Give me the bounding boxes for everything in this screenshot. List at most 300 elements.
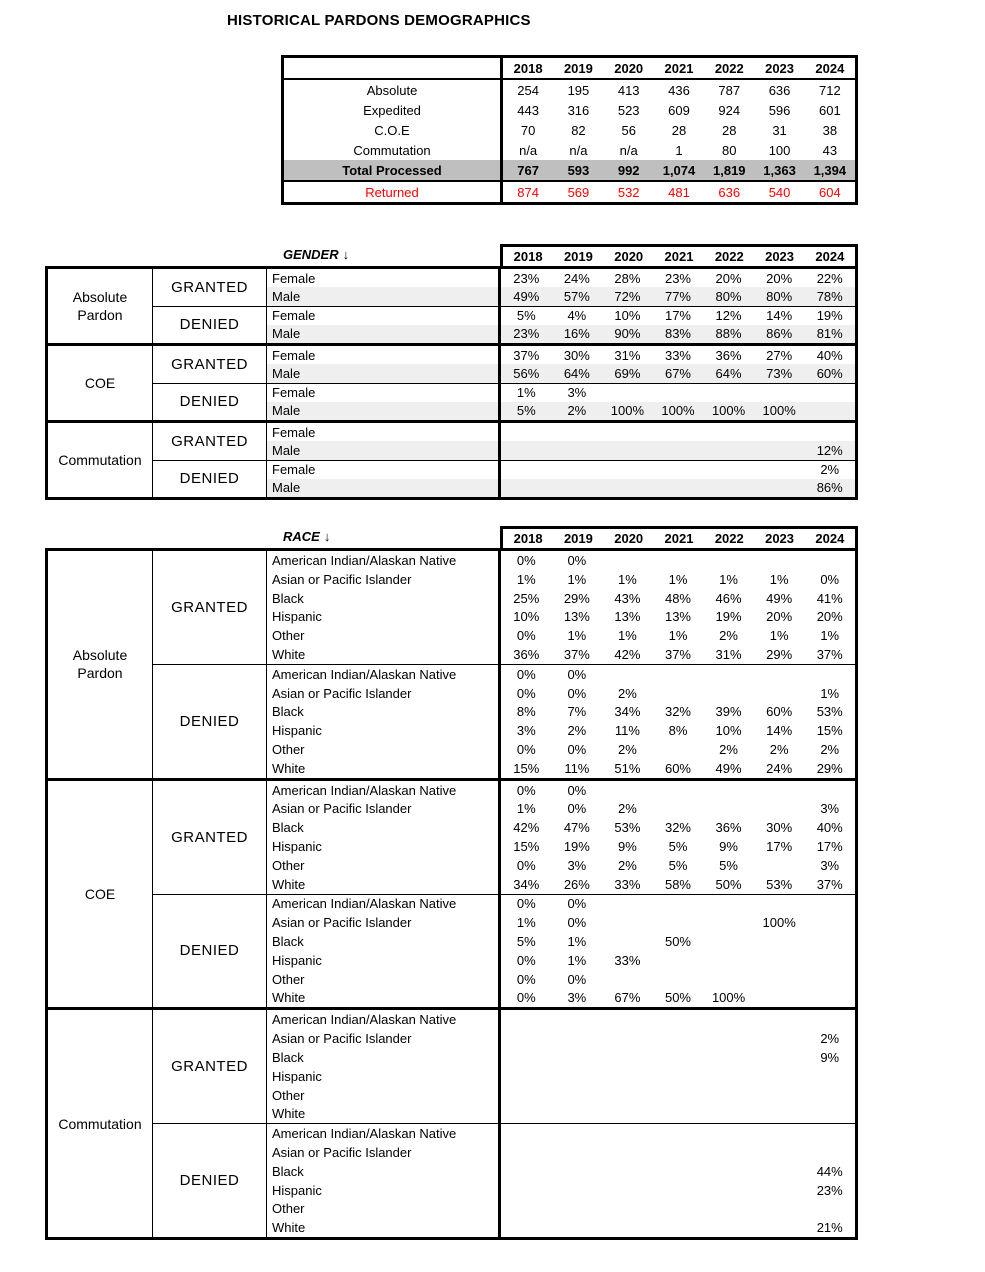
value-cell: 36% — [715, 820, 742, 836]
table-row — [267, 551, 855, 570]
row-values — [498, 856, 855, 875]
value-cell — [501, 1143, 552, 1162]
subsection-rows — [267, 461, 855, 498]
subsection-granted — [153, 781, 855, 894]
value-cell: 32% — [664, 704, 691, 720]
year-header-cell: 2024 — [815, 60, 845, 76]
section-body — [153, 269, 855, 343]
row-values — [498, 1218, 855, 1237]
value-cell: 10% — [715, 723, 742, 739]
subsection-rows — [267, 895, 855, 1008]
value-cell: 21% — [816, 1220, 843, 1236]
row-values — [498, 932, 855, 951]
table-row — [267, 1199, 855, 1218]
year-header-cell: 2023 — [765, 531, 795, 546]
subsection-granted — [153, 1010, 855, 1123]
row-values — [498, 269, 855, 287]
value-cell — [703, 479, 754, 497]
gender-section-header — [283, 247, 349, 262]
table-row — [267, 951, 855, 970]
value-cell — [804, 1086, 855, 1105]
value-cell — [602, 1162, 653, 1181]
race-table — [45, 548, 858, 1240]
value-cell: 11% — [614, 723, 640, 739]
value-cell — [653, 1104, 704, 1123]
category-cell: COE — [48, 781, 153, 1008]
value-cell: 100% — [610, 403, 645, 419]
value-cell: 5% — [668, 857, 688, 873]
summary-value-cell: 992 — [617, 162, 640, 178]
value-cell: 42% — [614, 646, 641, 662]
value-cell — [754, 441, 805, 459]
value-cell: 31% — [614, 347, 641, 363]
value-cell — [501, 1029, 552, 1048]
summary-value-cell: 254 — [517, 82, 539, 98]
value-cell — [754, 1124, 805, 1143]
value-cell — [703, 1124, 754, 1143]
value-cell: 48% — [664, 590, 691, 606]
value-cell: 77% — [664, 288, 691, 304]
value-cell: 2% — [618, 801, 637, 817]
value-cell — [804, 1010, 855, 1029]
value-cell — [754, 1048, 805, 1067]
subsection-rows — [267, 346, 855, 383]
value-cell — [602, 1218, 653, 1237]
row-values — [498, 702, 855, 721]
value-cell: 43% — [614, 590, 641, 606]
value-cell — [754, 1218, 805, 1237]
value-cell: 17% — [766, 839, 793, 855]
summary-value-cell: 1,363 — [763, 162, 796, 178]
subsection-granted — [153, 423, 855, 460]
row-values — [498, 970, 855, 989]
value-cell — [754, 384, 805, 402]
value-cell: 3% — [567, 385, 587, 401]
summary-value-cell: 636 — [718, 184, 741, 200]
summary-value-cell: 532 — [617, 184, 640, 200]
value-cell — [703, 913, 754, 932]
value-cell: 23% — [513, 270, 540, 286]
value-cell — [501, 1067, 552, 1086]
value-cell — [703, 384, 754, 402]
value-cell: 37% — [513, 347, 540, 363]
value-cell — [653, 551, 704, 570]
table-row — [267, 1218, 855, 1237]
table-row — [267, 1048, 855, 1067]
value-cell — [653, 384, 704, 402]
row-label-cell: Other — [272, 971, 305, 987]
year-header-cell: 2021 — [664, 249, 694, 264]
subsection-denied — [153, 1123, 855, 1237]
summary-value-cell: 523 — [617, 102, 640, 118]
summary-value-cell: 56 — [621, 122, 636, 138]
year-header-cell: 2020 — [614, 60, 644, 76]
row-label-cell: White — [272, 990, 306, 1006]
value-cell: 1% — [820, 628, 840, 644]
value-cell — [552, 1086, 603, 1105]
value-cell — [602, 461, 653, 479]
row-values — [498, 307, 855, 325]
value-cell — [804, 1104, 855, 1123]
value-cell: 5% — [719, 857, 738, 873]
table-row — [267, 913, 855, 932]
value-cell — [602, 781, 653, 800]
value-cell: 56% — [513, 365, 540, 381]
value-cell — [653, 441, 704, 459]
summary-row-label: Absolute — [284, 80, 503, 100]
row-label-cell: Hispanic — [272, 723, 322, 739]
value-cell: 15% — [513, 839, 540, 855]
year-header-cell: 2018 — [513, 531, 543, 546]
row-label-cell: Other — [272, 1201, 305, 1217]
section-coe — [48, 343, 855, 420]
summary-row — [284, 180, 855, 202]
row-label-cell: Hispanic — [272, 1068, 322, 1084]
race-section-header — [283, 529, 330, 544]
value-cell: 36% — [715, 347, 742, 363]
summary-value-cell: 636 — [768, 82, 791, 98]
decision-cell: GRANTED — [153, 423, 267, 460]
section-body — [153, 551, 855, 778]
row-values — [498, 781, 855, 800]
row-values — [498, 989, 855, 1008]
value-cell — [804, 1124, 855, 1143]
row-label-cell: American Indian/Alaskan Native — [272, 552, 457, 568]
year-header-cell: 2020 — [614, 531, 644, 546]
table-row — [267, 1067, 855, 1086]
row-label-cell: White — [272, 646, 306, 662]
subsection-granted — [153, 346, 855, 383]
value-cell — [754, 684, 805, 703]
summary-row — [284, 100, 855, 120]
value-cell: 3% — [820, 857, 840, 873]
value-cell: 10% — [513, 609, 540, 625]
value-cell — [552, 1181, 603, 1200]
value-cell — [552, 1067, 603, 1086]
summary-value-cell: 31 — [772, 122, 787, 138]
summary-row-values — [503, 182, 855, 202]
value-cell — [804, 1199, 855, 1218]
value-cell: 1% — [618, 628, 637, 644]
value-cell — [754, 479, 805, 497]
value-cell: 23% — [513, 326, 540, 342]
value-cell: 32% — [664, 820, 691, 836]
row-values — [498, 423, 855, 441]
value-cell — [653, 1218, 704, 1237]
summary-value-cell: 70 — [520, 122, 536, 138]
value-cell: 23% — [816, 1182, 843, 1198]
table-row — [267, 932, 855, 951]
value-cell — [754, 1104, 805, 1123]
value-cell — [703, 461, 754, 479]
value-cell: 49% — [766, 590, 793, 606]
row-values — [498, 818, 855, 837]
value-cell: 36% — [513, 646, 540, 662]
summary-value-cell: 787 — [718, 82, 741, 98]
value-cell: 0% — [516, 952, 536, 968]
table-row — [267, 837, 855, 856]
value-cell — [754, 1086, 805, 1105]
table-row — [267, 781, 855, 800]
value-cell — [602, 1124, 653, 1143]
value-cell — [804, 1143, 855, 1162]
year-header-cell: 2020 — [614, 249, 644, 264]
table-row — [267, 1104, 855, 1123]
value-cell — [602, 423, 653, 441]
row-values — [498, 1067, 855, 1086]
table-row — [267, 607, 855, 626]
value-cell: 0% — [516, 742, 536, 757]
value-cell — [602, 913, 653, 932]
decision-cell: GRANTED — [153, 781, 267, 894]
summary-value-cell: 569 — [567, 184, 590, 200]
table-row — [267, 856, 855, 875]
category-cell: COE — [48, 346, 153, 420]
table-row — [267, 721, 855, 740]
value-cell: 33% — [614, 876, 641, 892]
summary-row-label: Expedited — [284, 100, 503, 120]
summary-row-values — [503, 80, 855, 100]
row-values — [498, 951, 855, 970]
row-label-cell: Female — [272, 385, 316, 401]
value-cell: 72% — [614, 288, 641, 304]
table-row — [267, 461, 855, 479]
value-cell — [804, 551, 855, 570]
value-cell — [602, 1067, 653, 1086]
subsection-denied — [153, 460, 855, 498]
value-cell — [754, 1181, 805, 1200]
table-row — [267, 970, 855, 989]
value-cell: 34% — [614, 704, 641, 720]
value-cell — [703, 1086, 754, 1105]
row-values — [498, 913, 855, 932]
value-cell: 0% — [567, 782, 587, 798]
value-cell: 1% — [567, 628, 587, 644]
value-cell — [552, 1199, 603, 1218]
row-label-cell: Male — [272, 288, 301, 304]
value-cell — [754, 665, 805, 684]
table-row — [267, 1181, 855, 1200]
summary-value-cell: 28 — [671, 122, 687, 138]
table-row — [267, 364, 855, 382]
value-cell — [703, 781, 754, 800]
table-row — [267, 1086, 855, 1105]
value-cell — [602, 970, 653, 989]
value-cell: 64% — [715, 365, 742, 381]
table-row — [267, 645, 855, 664]
value-cell: 29% — [816, 760, 843, 776]
value-cell — [602, 1181, 653, 1200]
table-row — [267, 570, 855, 589]
row-values — [498, 346, 855, 364]
row-label-cell: Hispanic — [272, 1182, 322, 1198]
value-cell: 30% — [766, 820, 793, 836]
value-cell — [754, 932, 805, 951]
year-header-cell: 2018 — [513, 249, 543, 264]
value-cell: 50% — [664, 990, 691, 1006]
row-values — [498, 570, 855, 589]
row-values — [498, 384, 855, 402]
year-header-cell: 2023 — [765, 60, 795, 76]
value-cell — [653, 895, 704, 914]
summary-value-cell: 540 — [768, 184, 791, 200]
section-coe — [48, 778, 855, 1008]
row-values — [498, 589, 855, 608]
value-cell: 2% — [567, 723, 587, 739]
value-cell — [703, 970, 754, 989]
summary-value-cell: 316 — [567, 102, 590, 118]
value-cell: 80% — [766, 288, 793, 304]
table-row — [267, 1162, 855, 1181]
value-cell: 2% — [618, 742, 637, 757]
value-cell: 53% — [816, 704, 843, 720]
table-row — [267, 346, 855, 364]
value-cell — [501, 1010, 552, 1029]
year-header-cell: 2018 — [513, 60, 543, 76]
subsection-denied — [153, 894, 855, 1008]
value-cell — [754, 989, 805, 1008]
summary-header-label-cell — [284, 58, 503, 78]
value-cell: 11% — [564, 760, 590, 776]
value-cell: 80% — [715, 288, 742, 304]
value-cell — [653, 461, 704, 479]
value-cell: 13% — [664, 609, 691, 625]
value-cell — [552, 1162, 603, 1181]
gender-table — [45, 266, 858, 500]
decision-cell: GRANTED — [153, 1010, 267, 1123]
value-cell: 31% — [715, 646, 742, 662]
value-cell — [703, 1048, 754, 1067]
value-cell: 2% — [820, 1031, 840, 1047]
value-cell: 53% — [614, 820, 641, 836]
row-label-cell: Asian or Pacific Islander — [272, 571, 412, 587]
value-cell: 17% — [816, 839, 843, 855]
row-label-cell: Male — [272, 442, 301, 458]
year-header-cell: 2021 — [664, 531, 694, 546]
summary-value-cell: 80 — [722, 142, 737, 158]
subsection-denied — [153, 383, 855, 421]
value-cell: 40% — [816, 820, 843, 836]
subsection-rows — [267, 1124, 855, 1237]
value-cell — [552, 1104, 603, 1123]
value-cell: 1% — [769, 571, 789, 587]
value-cell — [552, 1029, 603, 1048]
row-label-cell: Asian or Pacific Islander — [272, 915, 412, 931]
section-body — [153, 781, 855, 1008]
table-row — [267, 325, 855, 343]
value-cell — [552, 479, 603, 497]
row-values — [498, 1124, 855, 1143]
value-cell: 0% — [516, 896, 536, 912]
value-cell: 20% — [715, 270, 742, 286]
page-title: HISTORICAL PARDONS DEMOGRAPHICS — [227, 12, 531, 29]
subsection-rows — [267, 423, 855, 460]
gender-header-text: GENDER — [283, 247, 339, 262]
value-cell — [754, 781, 805, 800]
row-values — [498, 684, 855, 703]
value-cell — [804, 402, 855, 420]
row-values — [498, 721, 855, 740]
table-row — [267, 875, 855, 894]
value-cell: 13% — [563, 609, 590, 625]
value-cell — [653, 781, 704, 800]
year-header-cell: 2019 — [563, 249, 593, 264]
value-cell — [501, 441, 552, 459]
value-cell: 20% — [766, 270, 793, 286]
value-cell: 1% — [769, 628, 789, 644]
value-cell: 1% — [516, 385, 536, 401]
row-label-cell: Black — [272, 1049, 304, 1065]
value-cell: 83% — [664, 326, 691, 342]
value-cell — [653, 913, 704, 932]
value-cell — [703, 1010, 754, 1029]
section-body — [153, 346, 855, 420]
value-cell: 14% — [766, 723, 793, 739]
table-row — [267, 384, 855, 402]
row-label-cell: Male — [272, 403, 301, 419]
row-label-cell: Female — [272, 270, 316, 286]
row-label-cell: White — [272, 1220, 306, 1236]
section-absolute-pardon — [48, 551, 855, 778]
summary-value-cell: 413 — [617, 82, 640, 98]
value-cell — [703, 423, 754, 441]
value-cell: 22% — [816, 270, 843, 286]
value-cell — [703, 665, 754, 684]
summary-row-label: Returned — [284, 182, 503, 202]
value-cell: 23% — [664, 270, 691, 286]
value-cell: 86% — [766, 326, 793, 342]
decision-cell: DENIED — [153, 1124, 267, 1237]
section-body — [153, 423, 855, 497]
row-label-cell: Asian or Pacific Islander — [272, 801, 412, 817]
value-cell: 86% — [816, 480, 843, 496]
subsection-denied — [153, 664, 855, 778]
value-cell: 0% — [516, 971, 536, 987]
value-cell — [552, 441, 603, 459]
row-values — [498, 441, 855, 459]
subsection-denied — [153, 306, 855, 344]
value-cell: 20% — [766, 609, 793, 625]
summary-value-cell: 596 — [768, 102, 791, 118]
row-label-cell: American Indian/Alaskan Native — [272, 1126, 457, 1142]
value-cell: 1% — [567, 952, 587, 968]
summary-value-cell: 609 — [668, 102, 690, 118]
row-label-cell: Black — [272, 1163, 304, 1179]
value-cell: 33% — [664, 347, 691, 363]
value-cell — [703, 1104, 754, 1123]
row-label-cell: Female — [272, 347, 316, 363]
value-cell: 7% — [567, 704, 587, 720]
table-row — [267, 759, 855, 778]
value-cell: 100% — [762, 403, 796, 419]
value-cell: 60% — [766, 704, 793, 720]
value-cell: 29% — [766, 646, 793, 662]
value-cell: 69% — [614, 365, 641, 381]
row-label-cell: American Indian/Alaskan Native — [272, 782, 457, 798]
section-body — [153, 1010, 855, 1237]
subsection-rows — [267, 1010, 855, 1123]
down-arrow-icon: ↓ — [323, 529, 331, 544]
value-cell — [754, 951, 805, 970]
value-cell — [653, 1010, 704, 1029]
table-row — [267, 684, 855, 703]
summary-header-row — [284, 58, 855, 80]
year-header-cell: 2022 — [714, 531, 744, 546]
section-absolute-pardon — [48, 269, 855, 343]
table-row — [267, 287, 855, 305]
value-cell — [501, 479, 552, 497]
row-values — [498, 551, 855, 570]
